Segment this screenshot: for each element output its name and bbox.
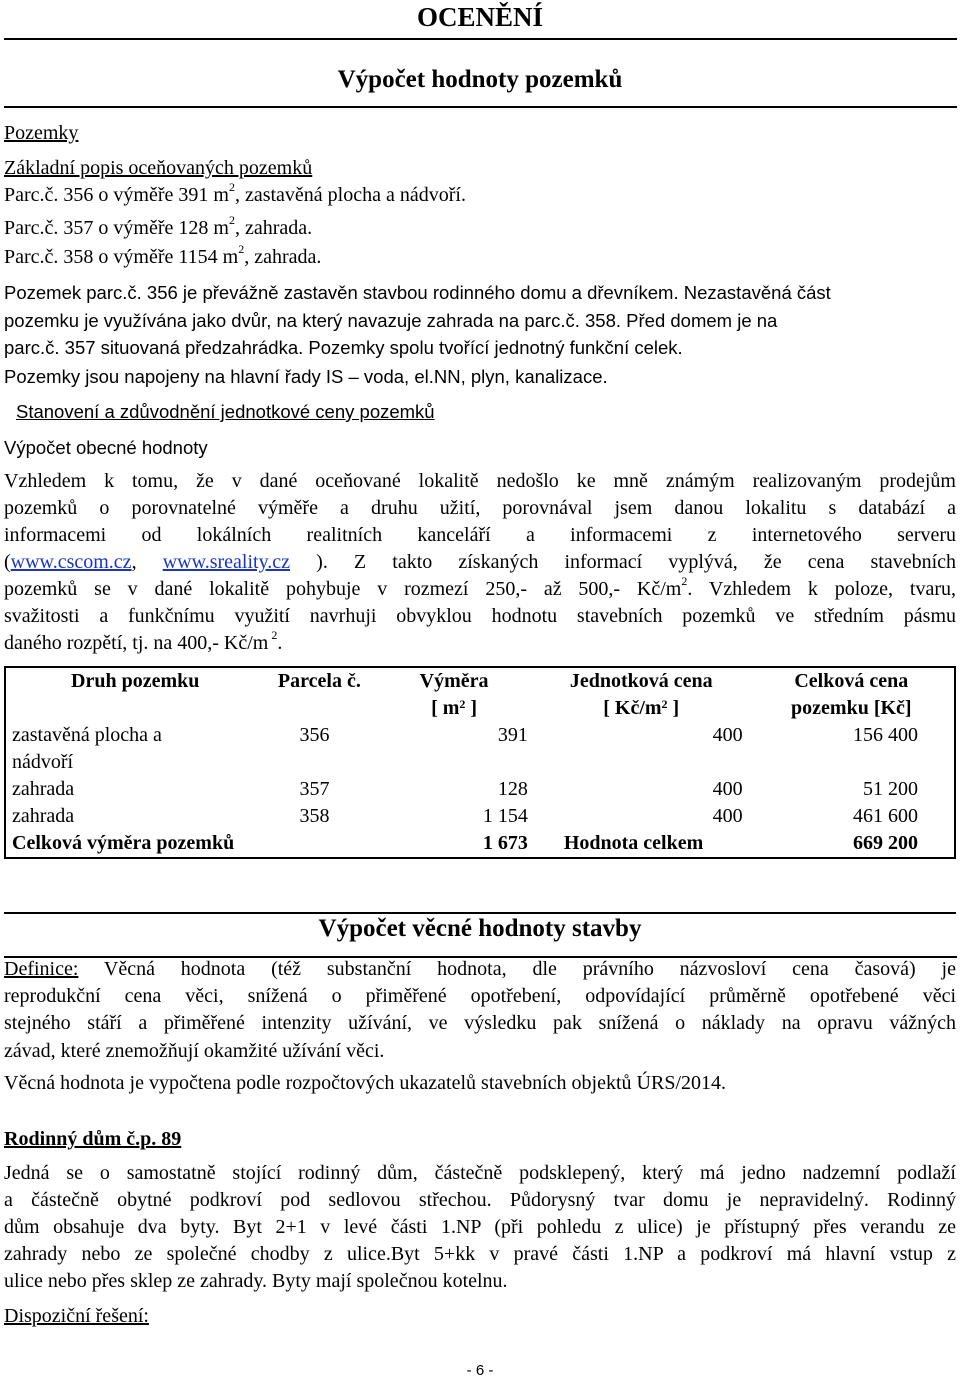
section-title: Výpočet hodnoty pozemků [337, 66, 623, 93]
paragraph-line: (www.cscom.cz, www.sreality.cz ). Z takto získaných informací vyplývá, že cena stavebních [4, 551, 957, 573]
section-title-rule [4, 106, 957, 108]
urs-note: Věcná hodnota je vypočtena podle rozpočtových ukazatelů stavebních objektů ÚRS/2014. [4, 1072, 727, 1094]
col-header-druh: Druh pozemku [71, 670, 200, 692]
paragraph-line: Vzhledem k tomu, že v dané oceňované lokalitě nedošlo ke mně známým realizovaným prodejům [4, 470, 956, 492]
cell-parcela: 357 [299, 778, 330, 800]
unit-price-heading: Stanovení a zdůvodnění jednotkové ceny pozemků [16, 401, 435, 422]
table-total-row [5, 830, 955, 858]
document-title: OCENĚNÍ [416, 2, 544, 32]
title-top-rule [4, 38, 957, 40]
description-line: parc.č. 357 situovaná předzahrádka. Pozemky spolu tvořící jednotný funkční celek. [4, 337, 683, 358]
table-row [5, 776, 955, 803]
definition-line: stejného stáří a přiměřené intenzity užívání, ve výsledku pak snížená o náklady na opravu vážných [4, 1012, 956, 1034]
house-line: dům obsahuje dva byty. Byt 2+1 v levé části 1.NP (při pohledu z ulice) je přístupný přes verandu ze [4, 1216, 956, 1238]
networks-line: Pozemky jsou napojeny na hlavní řady IS – voda, el.NN, plyn, kanalizace. [4, 366, 608, 387]
page-number: - 6 - [466, 1362, 494, 1379]
definition-line: závad, které znemožňují okamžité užívání věci. [4, 1040, 385, 1062]
cell-celkova: 51 200 [863, 778, 918, 800]
cell-vymera: 128 [497, 778, 528, 800]
table-header-row [5, 667, 955, 722]
cscom-link[interactable]: www.cscom.cz [10, 551, 132, 573]
sreality-link[interactable]: www.sreality.cz [162, 551, 291, 573]
total-hodnota: 669 200 [853, 832, 918, 854]
cell-parcela: 358 [299, 805, 330, 827]
paragraph-line: daného rozpětí, tj. na 400,- Kč/m $^2$. [4, 628, 283, 654]
cell-celkova: 156 400 [853, 724, 918, 746]
definition-line: reprodukční cena věci, snížená o přiměřené opotřebení, odpovídající průměrně opotřebené věci [4, 985, 956, 1007]
description-line: pozemku je využívána jako dvůr, na který navazuje zahrada na parc.č. 358. Před domem je na [4, 310, 778, 331]
section2-title: Výpočet věcné hodnoty stavby [318, 915, 642, 942]
cell-druh: zastavěná plocha a nádvoří [12, 724, 162, 773]
table-row [5, 803, 955, 830]
parcel-line: Parc.č. 357 o výměře 128 $m^2$, zahrada. [4, 213, 313, 239]
definition-line: Definice: Věcná hodnota (též substanční hodnota, dle právního názvosloví cena časová) je [4, 958, 956, 980]
cell-jednotkova: 400 [712, 724, 743, 746]
cell-parcela: 356 [299, 724, 330, 746]
total-hodnota-label: Hodnota celkem [563, 832, 704, 854]
col-header-parcela: Parcela č. [277, 670, 361, 692]
total-label: Celková výměra pozemků [12, 832, 235, 854]
cell-jednotkova: 400 [712, 778, 743, 800]
house-line: ulice nebo přes sklep ze zahrady. Byty mají společnou kotelnu. [4, 1270, 508, 1292]
parcel-line: Parc.č. 358 o výměře 1154 $m^2$, zahrada. [4, 242, 322, 268]
cell-vymera: 391 [497, 724, 528, 746]
description-line: Pozemek parc.č. 356 je převážně zastavěn stavbou rodinného domu a dřevníkem. Nezastavěná část [4, 282, 831, 303]
dispozice-heading: Dispoziční řešení: [4, 1305, 149, 1327]
cell-vymera: 1 154 [482, 805, 528, 827]
total-vymera: 1 673 [482, 832, 528, 854]
paragraph-line: pozemků o porovnatelné výměře a druhu užití, porovnával jsem danou lokalitu s databází a [4, 497, 956, 519]
cell-celkova: 461 600 [853, 805, 918, 827]
paragraph-line: svažitosti a funkčnímu využití navrhuji obvyklou hodnotu stavebních pozemků ve středním pásmu [4, 605, 956, 627]
parcel-line: Parc.č. 356 o výměře 391 $m^2$, zastavěná plocha a nádvoří. [4, 180, 466, 206]
house-line: Jedná se o samostatně stojící rodinný dům, částečně podsklepený, který má jedno nadzemní podlaží [4, 1162, 956, 1184]
general-value-heading: Výpočet obecné hodnoty [4, 437, 208, 458]
house-line: zahrady nebo ze společné chodby z ulice.Byt 5+kk v pravé části 1.NP a podkroví má hlavní vstup z [4, 1243, 956, 1265]
col-header-celkova: Celková cena pozemku [Kč] [791, 670, 912, 719]
land-value-table [4, 666, 956, 859]
col-header-vymera: Výměra [ $m^2$ ] [419, 670, 489, 719]
cell-jednotkova: 400 [712, 805, 743, 827]
house-line: a částečně obytné podkroví pod sedlovou střechou. Půdorysný tvar domu je nepravidelný. Rodinný [4, 1189, 956, 1211]
house-heading: Rodinný dům č.p. 89 [4, 1128, 182, 1150]
basic-description-heading: Základní popis oceňovaných pozemků [4, 157, 313, 179]
col-header-jednotkova: Jednotková cena [ $Kč/m^2$ ] [569, 670, 713, 719]
cell-druh: zahrada [12, 778, 75, 800]
paragraph-line: pozemků se v dané lokalitě pohybuje v rozmezí 250,- až 500,- $Kč/m^2$. Vzhledem k poloze, tvaru, [4, 574, 956, 600]
cell-druh: zahrada [12, 805, 75, 827]
paragraph-line: informacemi od lokálních realitních kanceláří a informacemi z internetového serveru [4, 524, 956, 546]
table-row [5, 722, 955, 776]
definition-label: Definice: [4, 958, 79, 980]
pozemky-heading: Pozemky [4, 122, 79, 144]
